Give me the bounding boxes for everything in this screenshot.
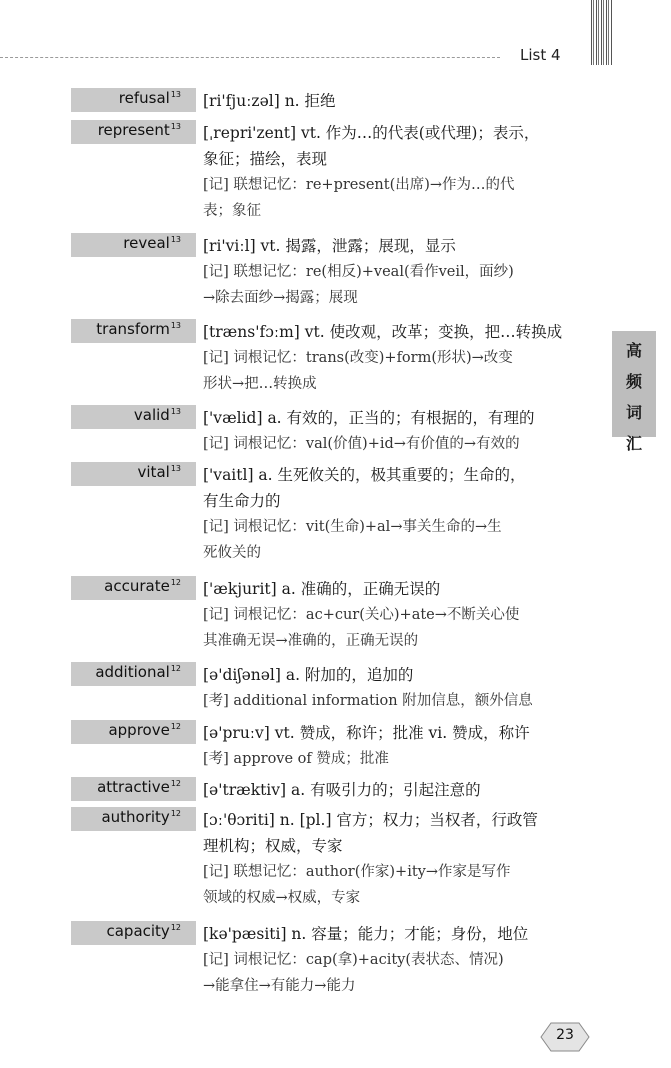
- definition-line: ['vælid] a. 有效的，正当的；有根据的，有理的: [203, 409, 535, 427]
- definition-line: 理机构；权威，专家: [203, 837, 343, 855]
- definition-line: ['ækjurit] a. 准确的，正确无误的: [203, 580, 441, 598]
- headword-box: [71, 462, 196, 486]
- headword: transform$^{13}$: [96, 320, 181, 338]
- headword-box: [71, 720, 196, 744]
- memory-note: 形状→把…转换成: [203, 376, 317, 392]
- section-tab-char: 汇: [625, 434, 642, 453]
- definition-line: [kə'pæsiti] n. 容量；能力；才能；身份，地位: [203, 925, 529, 943]
- headword: represent$^{13}$: [97, 121, 181, 139]
- headword-box: [71, 662, 196, 686]
- headword: attractive$^{12}$: [97, 778, 181, 796]
- page-number: 23: [556, 1027, 574, 1043]
- entry-body: [203, 120, 598, 224]
- section-tab-char: 高: [625, 341, 642, 360]
- headword-box: [71, 88, 196, 112]
- frequency-count: 13: [170, 321, 181, 330]
- frequency-count: 12: [170, 809, 181, 818]
- frequency-count: 13: [170, 90, 181, 99]
- memory-note: [记] 词根记忆：val(价值)+id→有价值的→有效的: [203, 436, 520, 452]
- entry-body: [203, 462, 598, 566]
- memory-note: [记] 联想记忆：re+present(出席)→作为…的代: [203, 177, 515, 193]
- frequency-count: 13: [170, 464, 181, 473]
- memory-note: [记] 词根记忆：trans(改变)+form(形状)→改变: [203, 350, 513, 366]
- definition-line: [ri'viːl] vt. 揭露，泄露；展现，显示: [203, 237, 456, 255]
- headword-box: [71, 405, 196, 429]
- frequency-count: 13: [170, 407, 181, 416]
- definition-line: [træns'fɔːm] vt. 使改观，改革；变换，把…转换成: [203, 323, 563, 341]
- headword-box: [71, 233, 196, 257]
- definition-line: [ɔː'θɔriti] n. [pl.] 官方；权力；当权者，行政管: [203, 811, 538, 829]
- entry-body: [203, 921, 598, 999]
- entry-body: [203, 405, 598, 457]
- frequency-count: 13: [170, 235, 181, 244]
- definition-line: ['vaitl] a. 生死攸关的，极其重要的；生命的，: [203, 466, 526, 484]
- exam-note: [考] additional information 附加信息，额外信息: [203, 693, 533, 709]
- list-title: List 4: [520, 46, 561, 64]
- entry-body: [203, 662, 598, 714]
- definition-line: 有生命力的: [203, 492, 281, 510]
- memory-note: [记] 词根记忆：ac+cur(关心)+ate→不断关心使: [203, 607, 520, 623]
- entry-body: [203, 720, 598, 772]
- frequency-count: 13: [170, 122, 181, 131]
- definition-line: [ˌrepri'zent] vt. 作为…的代表(或代理)；表示，: [203, 124, 540, 142]
- frequency-count: 12: [170, 923, 181, 932]
- definition-line: [ri'fjuːzəl] n. 拒绝: [203, 92, 336, 110]
- section-tab-char: 词: [625, 403, 642, 422]
- exam-note: [考] approve of 赞成；批准: [203, 751, 389, 767]
- headword-box: [71, 120, 196, 144]
- headword: vital$^{13}$: [137, 463, 181, 481]
- memory-note: →能拿住→有能力→能力: [203, 978, 356, 994]
- memory-note: [记] 联想记忆：re(相反)+veal(看作veil，面纱): [203, 264, 514, 280]
- memory-note: [记] 联想记忆：author(作家)+ity→作家是写作: [203, 864, 511, 880]
- header-rule: [0, 57, 500, 58]
- memory-note: →除去面纱→揭露；展现: [203, 290, 358, 306]
- memory-note: 表；象征: [203, 203, 261, 219]
- headword: authority$^{12}$: [101, 808, 181, 826]
- section-tab-char: 频: [625, 372, 642, 391]
- memory-note: [记] 词根记忆：vit(生命)+al→事关生命的→生: [203, 519, 502, 535]
- headword-box: [71, 921, 196, 945]
- headword: refusal$^{13}$: [118, 89, 181, 107]
- entry-body: [203, 319, 598, 397]
- entry-body: [203, 777, 598, 803]
- page-number-badge: [537, 1020, 593, 1054]
- headword: additional$^{12}$: [95, 663, 181, 681]
- entry-body: [203, 233, 598, 311]
- entry-body: [203, 576, 598, 654]
- definition-line: [ə'pruːv] vt. 赞成，称许；批准 vi. 赞成，称许: [203, 724, 530, 742]
- entry-body: [203, 88, 598, 114]
- headword-box: [71, 576, 196, 600]
- headword-box: [71, 807, 196, 831]
- frequency-count: 12: [170, 779, 181, 788]
- section-tab: [612, 331, 656, 453]
- frequency-count: 12: [170, 578, 181, 587]
- frequency-count: 12: [170, 722, 181, 731]
- frequency-count: 12: [170, 664, 181, 673]
- headword: accurate$^{12}$: [104, 577, 181, 595]
- headword-box: [71, 319, 196, 343]
- headword: reveal$^{13}$: [123, 234, 181, 252]
- definition-line: 象征；描绘，表现: [203, 150, 328, 168]
- memory-note: 其准确无误→准确的，正确无误的: [203, 633, 419, 649]
- entry-body: [203, 807, 598, 911]
- headword-box: [71, 777, 196, 801]
- memory-note: [记] 词根记忆：cap(拿)+acity(表状态、情况): [203, 952, 504, 968]
- headword: valid$^{13}$: [133, 406, 181, 424]
- memory-note: 死攸关的: [203, 545, 261, 561]
- definition-line: [ə'træktiv] a. 有吸引力的；引起注意的: [203, 781, 481, 799]
- memory-note: 领域的权威→权威，专家: [203, 890, 361, 906]
- thumb-index-marker: [591, 0, 613, 65]
- headword: capacity$^{12}$: [106, 922, 181, 940]
- definition-line: [ə'diʃənəl] a. 附加的，追加的: [203, 666, 414, 684]
- headword: approve$^{12}$: [108, 721, 181, 739]
